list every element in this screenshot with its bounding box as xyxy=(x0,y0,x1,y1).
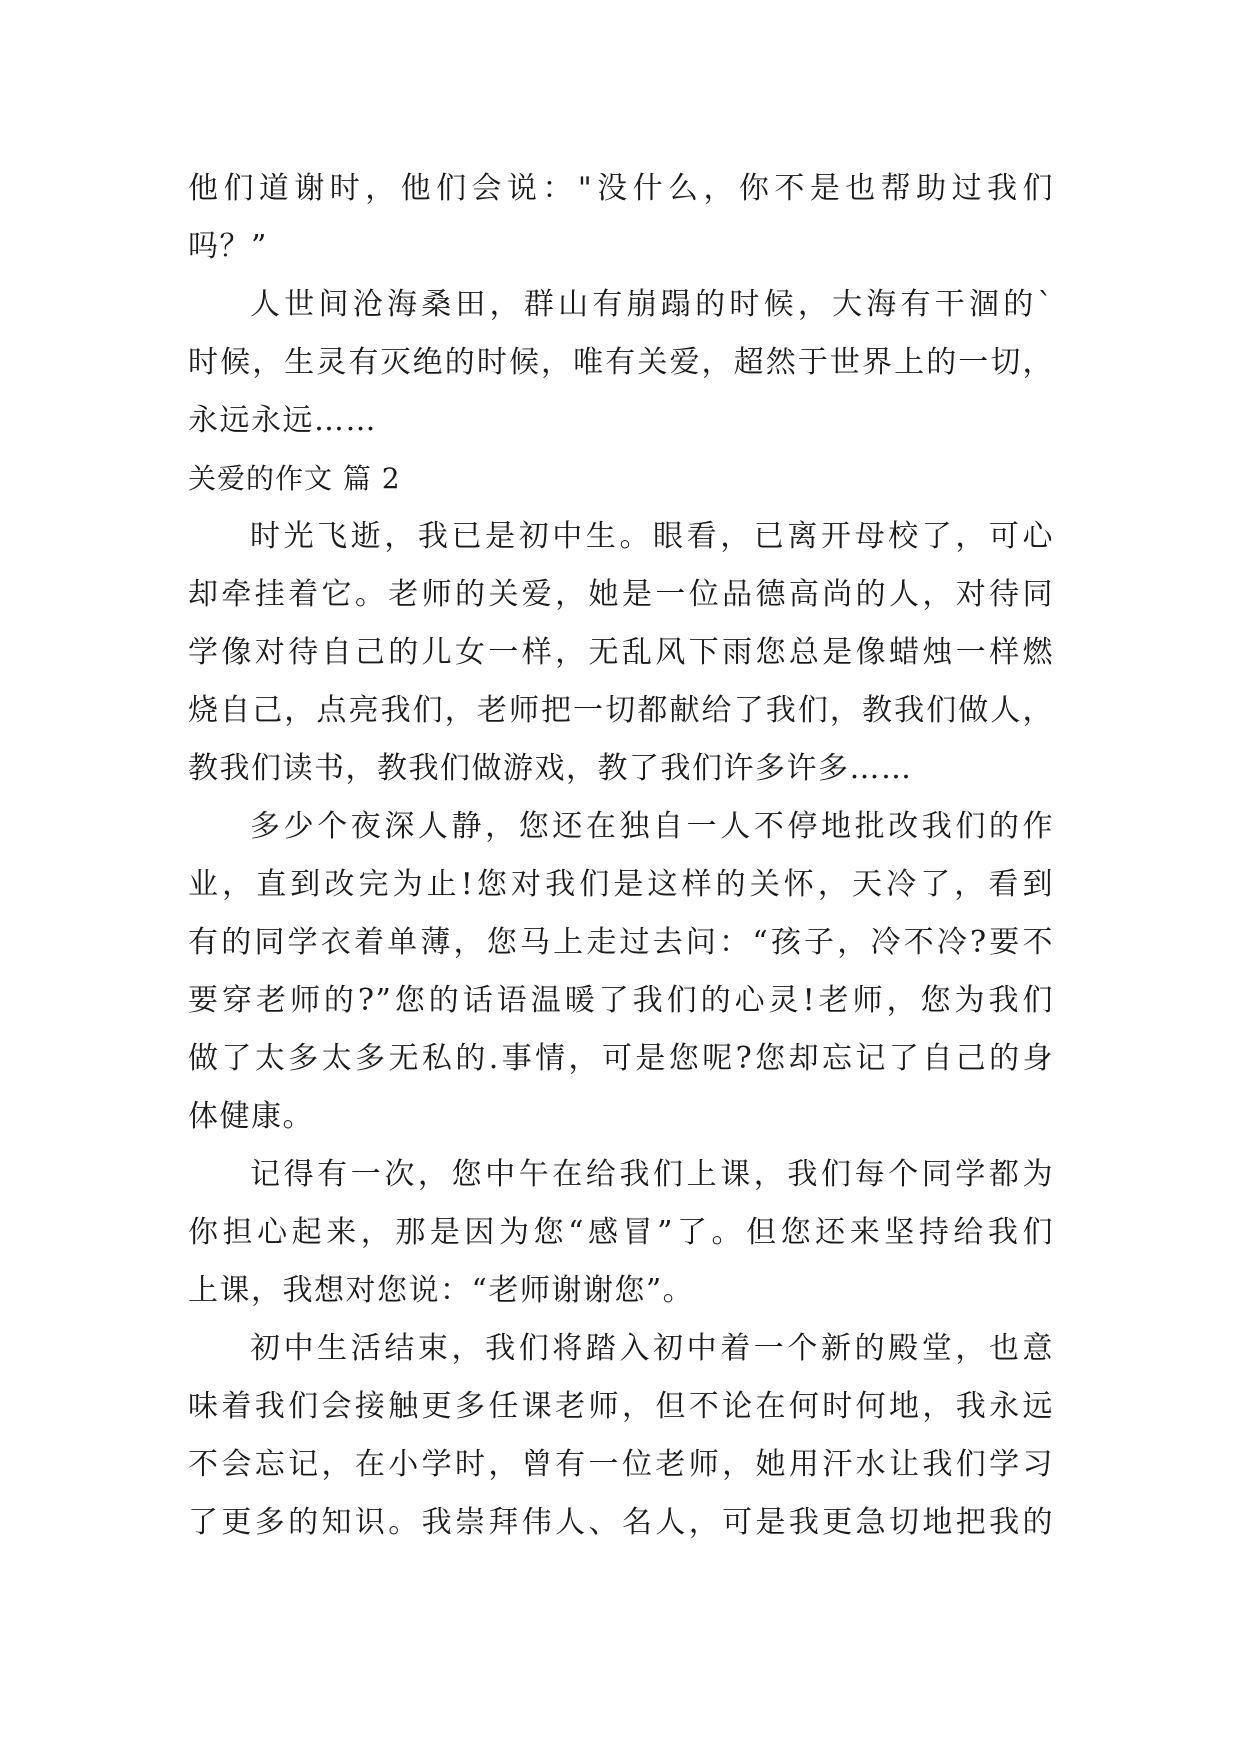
text-line: 你担心起来，那是因为您“感冒”了。但您还来坚持给我们 xyxy=(188,1215,1054,1250)
section-heading: 关爱的作文 篇 2 xyxy=(188,462,401,495)
text-line: 要穿老师的?”您的话语温暖了我们的心灵!老师，您为我们 xyxy=(188,983,1054,1018)
text-line: 却牵挂着它。老师的关爱，她是一位品德高尚的人，对待同 xyxy=(188,577,1054,612)
text-line: 体健康。 xyxy=(188,1099,314,1134)
text-line: 吗？” xyxy=(188,229,268,264)
text-line: 他们道谢时，他们会说："没什么，你不是也帮助过我们 xyxy=(188,171,1054,206)
paragraph-first-line: 人世间沧海桑田，群山有崩蹋的时候，大海有干涸的` xyxy=(250,287,1054,322)
text-line: 了更多的知识。我崇拜伟人、名人，可是我更急切地把我的 xyxy=(188,1505,1054,1540)
text-line: 烧自己，点亮我们，老师把一切都献给了我们，教我们做人， xyxy=(188,693,1054,728)
paragraph-first-line: 初中生活结束，我们将踏入初中着一个新的殿堂，也意 xyxy=(250,1331,1054,1366)
text-line: 不会忘记，在小学时，曾有一位老师，她用汗水让我们学习 xyxy=(188,1447,1054,1482)
document-page xyxy=(188,160,1054,1552)
text-line: 业，直到改完为止!您对我们是这样的关怀，天冷了，看到 xyxy=(188,867,1054,902)
text-line: 时候，生灵有灭绝的时候，唯有关爱，超然于世界上的一切， xyxy=(188,345,1054,380)
text-line: 教我们读书，教我们做游戏，教了我们许多许多…… xyxy=(188,751,913,786)
text-line: 永远永远…… xyxy=(188,403,377,438)
text-line: 上课，我想对您说：“老师谢谢您”。 xyxy=(188,1273,695,1308)
text-line: 有的同学衣着单薄，您马上走过去问：“孩子，冷不冷?要不 xyxy=(188,925,1054,960)
text-line: 做了太多太多无私的.事情，可是您呢?您却忘记了自己的身 xyxy=(188,1041,1054,1076)
paragraph-first-line: 时光飞逝，我已是初中生。眼看，已离开母校了，可心 xyxy=(250,519,1054,554)
text-line: 学像对待自己的儿女一样，无乱风下雨您总是像蜡烛一样燃 xyxy=(188,635,1054,670)
paragraph-first-line: 多少个夜深人静，您还在独自一人不停地批改我们的作 xyxy=(250,809,1054,844)
paragraph-first-line: 记得有一次，您中午在给我们上课，我们每个同学都为 xyxy=(250,1157,1054,1192)
text-line: 味着我们会接触更多任课老师，但不论在何时何地，我永远 xyxy=(188,1389,1054,1424)
